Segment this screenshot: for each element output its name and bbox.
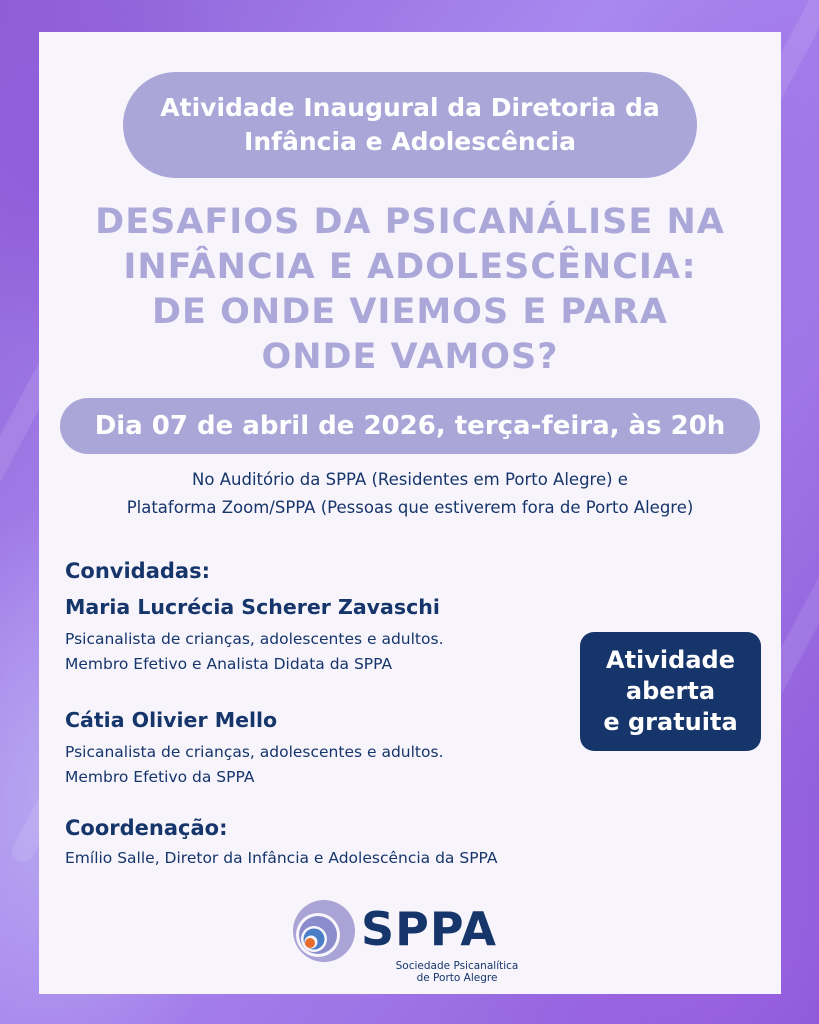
badge-line-2: aberta — [625, 677, 716, 705]
location-line-1: No Auditório da SPPA (Residentes em Porto Alegre) e — [192, 470, 628, 489]
coordination-text: Emílio Salle, Diretor da Infância e Adolescência da SPPA — [65, 849, 498, 867]
logo-wordmark: SPPA — [361, 902, 497, 956]
event-title — [59, 200, 761, 380]
title-line-2: INFÂNCIA E ADOLESCÊNCIA: — [123, 247, 697, 287]
title-line-4: ONDE VAMOS? — [261, 337, 559, 377]
guest-name: Cátia Olivier Mello — [65, 708, 278, 732]
guest-description — [65, 627, 444, 677]
free-activity-badge — [580, 632, 761, 751]
event-type-text: Atividade Inaugural da Diretoria da Infância e Adolescência — [160, 93, 660, 156]
event-date-text: Dia 07 de abril de 2026, terça-feira, às 20h — [94, 411, 726, 441]
logo-subtitle-line: de Porto Alegre — [416, 972, 498, 984]
event-type-pill — [123, 72, 697, 178]
sppa-logo-mark-icon — [291, 898, 357, 964]
logo-subtitle-line: Sociedade Psicanalítica — [395, 960, 519, 972]
title-line-3: DE ONDE VIEMOS E PARA — [152, 292, 668, 332]
event-location — [49, 466, 771, 522]
guests-heading: Convidadas: — [65, 559, 210, 583]
title-line-1: DESAFIOS DA PSICANÁLISE NA — [95, 202, 725, 242]
guest-description — [65, 740, 444, 790]
guest-desc-line: Membro Efetivo e Analista Didata da SPPA — [65, 655, 393, 673]
guest-desc-line: Psicanalista de crianças, adolescentes e adultos. — [65, 743, 444, 761]
coordination-heading: Coordenação: — [65, 816, 228, 840]
badge-line-3: e gratuita — [603, 708, 738, 736]
guest-desc-line: Psicanalista de crianças, adolescentes e adultos. — [65, 630, 444, 648]
event-date-pill — [60, 398, 760, 454]
sppa-logo — [291, 898, 541, 994]
guest-desc-line: Membro Efetivo da SPPA — [65, 768, 255, 786]
logo-subtitle — [387, 960, 527, 984]
guest-name: Maria Lucrécia Scherer Zavaschi — [65, 595, 440, 619]
flyer-card — [39, 32, 781, 994]
badge-line-1: Atividade — [606, 646, 735, 674]
location-line-2: Plataforma Zoom/SPPA (Pessoas que estiverem fora de Porto Alegre) — [126, 498, 694, 517]
